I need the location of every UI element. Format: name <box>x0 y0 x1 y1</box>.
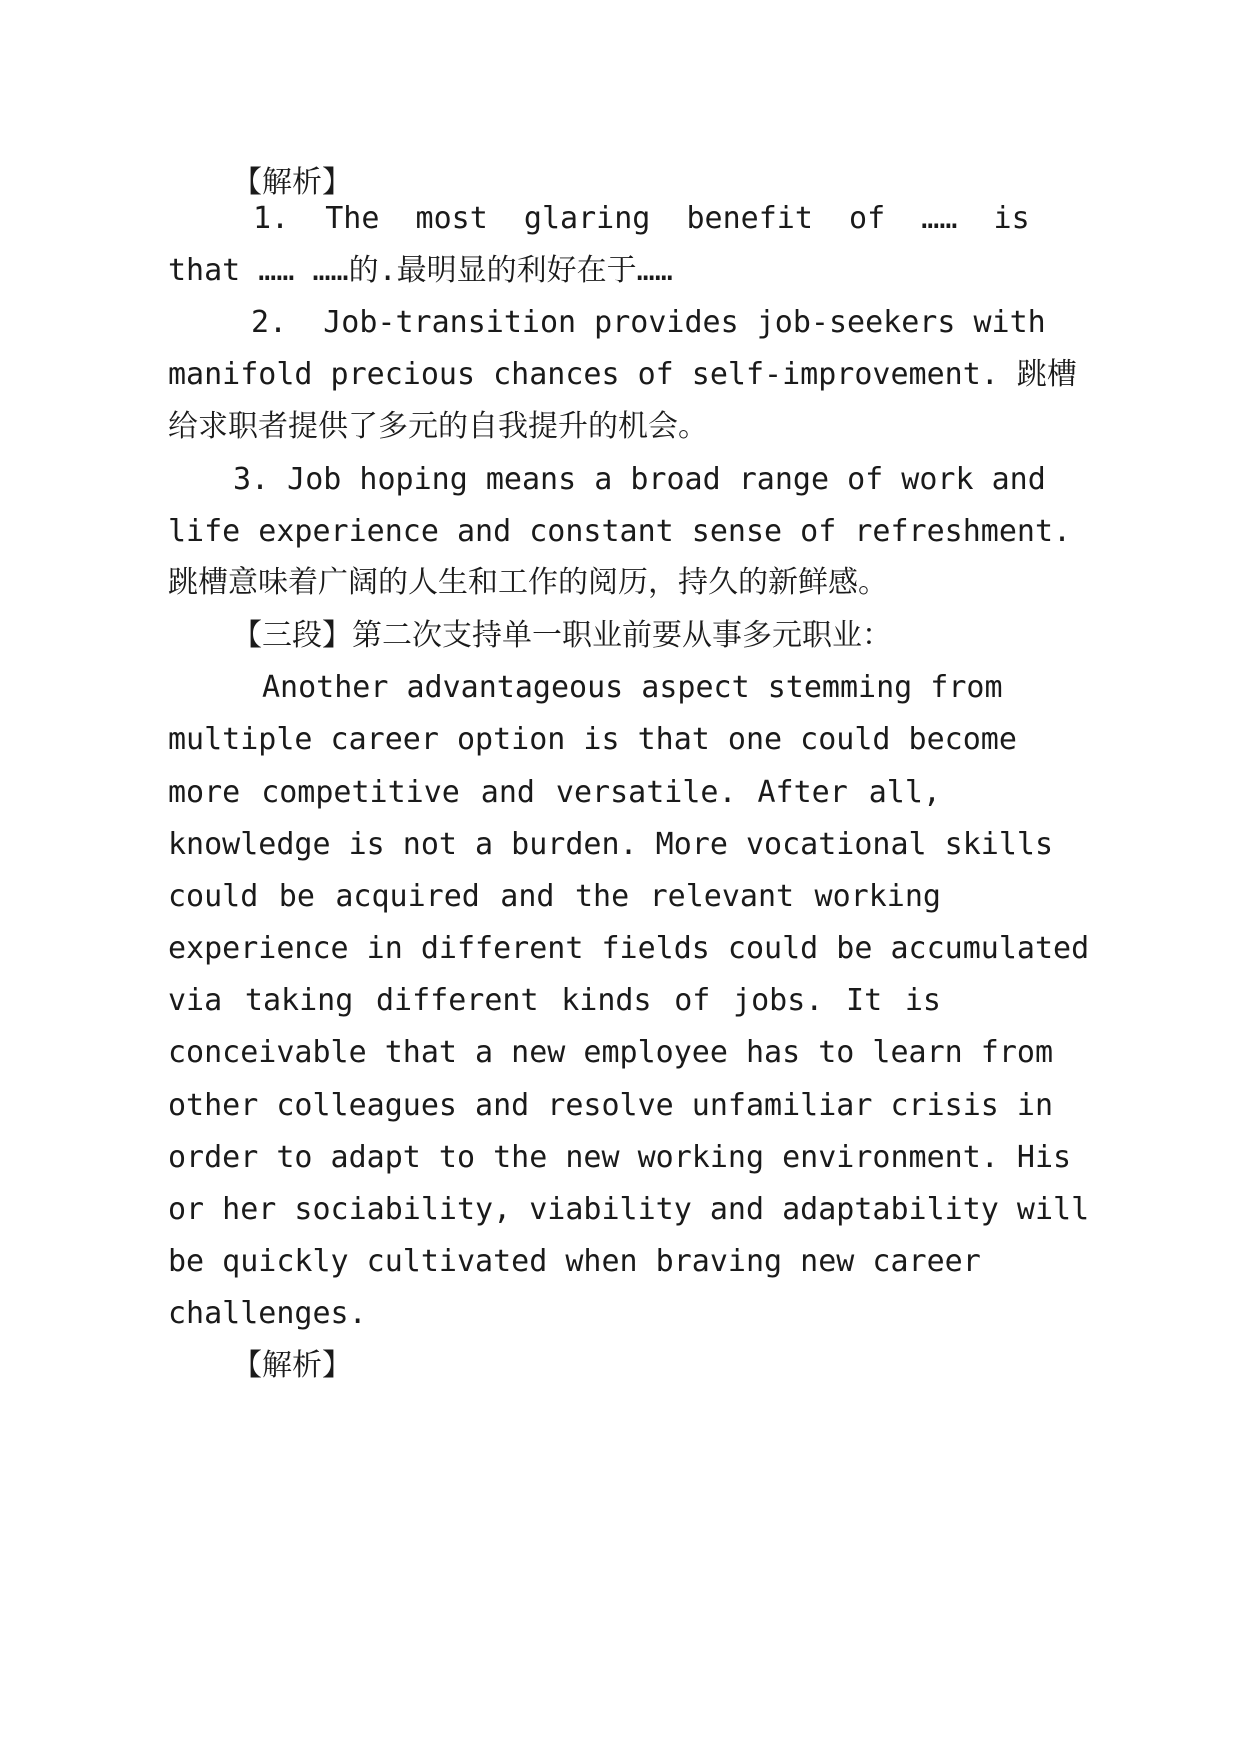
paragraph-line: via taking different kinds of jobs. It is <box>168 983 941 1018</box>
paragraph-line: life experience and constant sense of refreshment. <box>168 514 1072 549</box>
paragraph-line: that …… ……的.最明显的利好在于…… <box>168 253 673 288</box>
paragraph-line: challenges. <box>168 1296 367 1331</box>
paragraph-line: or her sociability, viability and adaptability will <box>168 1192 1090 1227</box>
paragraph-line: order to adapt to the new working environment. His <box>168 1140 1072 1175</box>
paragraph-line: experience in different fields could be accumulated <box>168 931 1090 966</box>
paragraph-line: 2. Job-transition provides job-seekers with <box>251 305 1046 340</box>
paragraph-line: 给求职者提供了多元的自我提升的机会。 <box>168 409 708 444</box>
paragraph-line: knowledge is not a burden. More vocational skills <box>168 827 1054 862</box>
paragraph-line: multiple career option is that one could become <box>168 722 1017 757</box>
paragraph-line: more competitive and versatile. After all, <box>168 775 941 810</box>
paragraph-line: 跳槽意味着广阔的人生和工作的阅历，持久的新鲜感。 <box>168 565 888 600</box>
heading-analysis-1: 【解析】 <box>232 165 352 200</box>
paragraph-line: could be acquired and the relevant working <box>168 879 941 914</box>
paragraph-line: 1. The most glaring benefit of …… is <box>253 201 1030 236</box>
paragraph-line: manifold precious chances of self-improvement. 跳槽 <box>168 357 1077 392</box>
paragraph-line: be quickly cultivated when braving new career <box>168 1244 981 1279</box>
paragraph-line: 3. Job hoping means a broad range of work and <box>233 462 1046 497</box>
paragraph-line: Another advantageous aspect stemming from <box>262 670 1003 705</box>
paragraph-line: other colleagues and resolve unfamiliar crisis in <box>168 1088 1054 1123</box>
section-heading: 【三段】第二次支持单一职业前要从事多元职业： <box>232 618 892 653</box>
paragraph-line: conceivable that a new employee has to learn from <box>168 1035 1054 1070</box>
heading-analysis-2: 【解析】 <box>232 1348 352 1383</box>
